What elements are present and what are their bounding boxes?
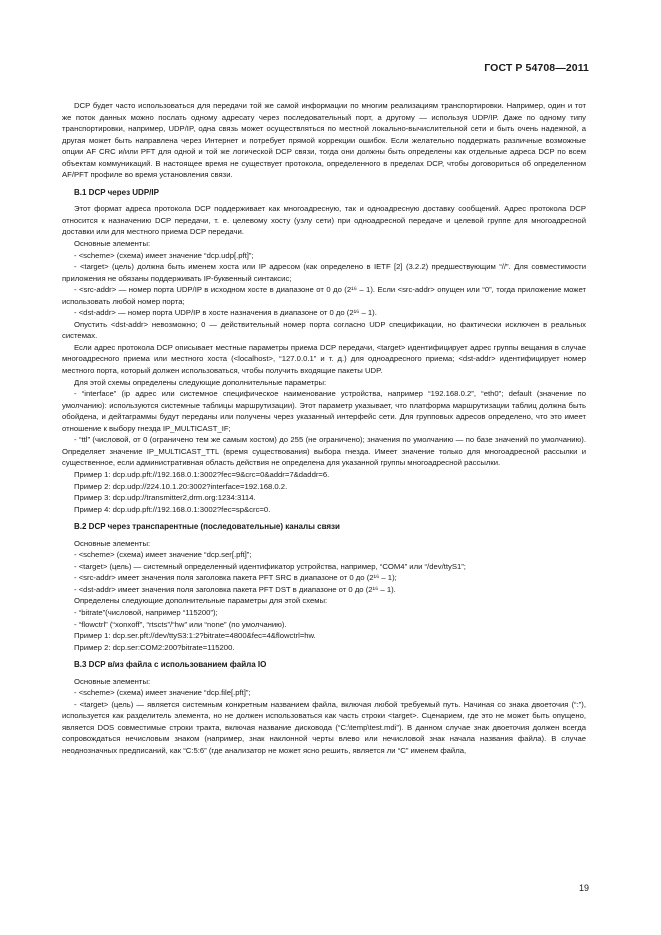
list-item: - <src-addr> имеет значения поля заголовка пакета PFT SRC в диапазоне от 0 до (2¹⁶ – 1); (74, 573, 397, 583)
list-item: - <scheme> (схема) имеет значение “dcp.ser[.pft]”; (74, 550, 252, 560)
list-item: - “interface” (ip адрес или системное специфическое наименование устройства, например “192.168.0.2”, “eth0”; default (значение по умолчанию): используются системные таблицы маршрутизации). Этот параметр указывает, что платформа маршрутизации таблиц должна быть обойдена, и дейтаграммы будут переданы или получены через указанный интерфейс сети. Для групповых адресов определено, что это имеет отношение к выбору гнезда IP_MULTICAST_IF; (62, 389, 586, 433)
list-item: - <src-addr> — номер порта UDP/IP в исходном хосте в диапазоне от 0 до (2¹⁶ – 1). Если <src-addr> опущен или “0”, тогда приложение может использовать любой номер порта; (62, 285, 586, 306)
list-item: - <scheme> (схема) имеет значение “dcp.udp[.pft]”; (74, 250, 254, 260)
example-line: Пример 1: dcp.udp.pft://192.168.0.1:3002?fec=9&crc=0&addr=7&daddr=6. (74, 469, 330, 479)
paragraph: Основные элементы: (74, 676, 151, 686)
list-item: - <dst-addr> имеет значения поля заголовка пакета PFT DST в диапазоне от 0 до (2¹⁶ – 1). (74, 584, 396, 594)
section-b1 (62, 203, 586, 515)
document-code: ГОСТ Р 54708—2011 (484, 62, 589, 74)
example-line: Пример 3: dcp.udp://transmitter2,drm.org:1234:3114. (74, 493, 256, 503)
paragraph: Если адрес протокола DCP описывает местные параметры приема DCP передачи, <target> идентифицирует адрес группы вещания в случае многоадресного приема или местного хоста (<localhost>, “127.0.0.1” и т. д.) для одноадресного приема; <dst-addr> идентифицирует номер местного порта, который должен использоваться, чтобы получить входящие пакеты UDP. (62, 342, 586, 376)
example-line: Пример 4: dcp.udp.pft://192.168.0.1:3002?fec=sp&crc=0. (74, 504, 271, 514)
page-number: 19 (578, 883, 589, 893)
example-line: Пример 2: dcp.udp://224.10.1.20:3002?interface=192.168.0.2. (74, 481, 288, 491)
intro-paragraph: DCP будет часто использоваться для передачи той же самой информации по многим реализациям транспортировки. Например, один и тот же поток данных можно послать одному адресату через последовательный порт, а другому — используя UDP/IP. Даже по одному типу транспортировки, например, UDP/IP, одна связь может осуществляться по местной локально-вычислительной сети и быть очень надежной, а другая может быть направлена через Интернет и потребует прямой коррекции ошибок. Если желательно поддержать различные возможные опции AF CRC и/или PFT для одной и той же логической DCP связи, тогда они должны быть определены как отдельные адреса DCP по всем объектам коммуникаций. В настоящее время не существует протокола, определенного в пределах DCP, чтобы договориться об определенном AF/PFT профиле во время установления связи. (62, 101, 586, 180)
list-item: - <target> (цель) должна быть именем хоста или IP адресом (как определено в IETF [2] (3.2.2) предшествующим “//”. Для совместимости приложения не обязаны поддерживать IP-буквенный синтаксис; (62, 262, 586, 283)
list-item: - <target> (цель) — системный определенный идентификатор устройства, например, “COM4” или “/dev/ttyS1”; (74, 561, 466, 571)
paragraph: Определены следующие дополнительные параметры для этой схемы: (74, 596, 328, 606)
section-b2 (62, 538, 586, 653)
list-item: - “ttl” (числовой, от 0 (ограничено тем же самым хостом) до 255 (не ограничено); значения по умолчанию — по базе значений по умолчанию). Определяет значение IP_MULTICAST_TTL (время существования) выбора гнезда. Имеет значение только для многоадресной рассылки и существенное, если административная область действия не определена для указанной группы многоадресной рассылки. (62, 435, 586, 468)
list-item: - <dst-addr> — номер порта UDP/IP в хосте назначения в диапазоне от 0 до (2¹⁶ – 1). (74, 308, 377, 318)
section-b3 (62, 676, 586, 757)
list-item: - “bitrate”(числовой, например “115200”); (74, 607, 218, 617)
section-heading-b2: B.2 DCP через транспарентные (последовательные) каналы связи (74, 522, 340, 532)
section-heading-b3: B.3 DCP в/из файла с использованием файла IO (74, 660, 267, 670)
paragraph: Для этой схемы определены следующие дополнительные параметры: (74, 377, 327, 387)
list-item: - “flowctrl” (“xonxoff”, “rtscts”/“hw” или “none” (по умолчанию). (74, 619, 287, 629)
paragraph: Опустить <dst-addr> невозможно; 0 — действительный номер порта согласно UDP спецификации, но фактически исключен в реальных системах. (62, 319, 586, 341)
list-item: - <scheme> (схема) имеет значение “dcp.file[.pft]”; (74, 688, 251, 698)
example-line: Пример 2: dcp.ser:COM2:200?bitrate=115200. (74, 642, 235, 652)
paragraph: Этот формат адреса протокола DCP поддерживает как многоадресную, так и одноадресную доставку сообщений. Адрес протокола DCP относится к назначению DCP передачи, т. е. целевому хосту (узлу сети) при одноадресной передаче и целевой группе для многоадресной доставки или для местного приема DCP передачи. (62, 204, 586, 237)
section-heading-b1: B.1 DCP через UDP/IP (74, 187, 159, 197)
page-body (62, 100, 586, 757)
paragraph: Основные элементы: (74, 239, 151, 249)
paragraph: Основные элементы: (74, 538, 151, 548)
list-item: - <target> (цель) — является системным конкретным названием файла, включая любой требуемый путь. Начиная со знака двоеточия (“:”), используется как разделитель элемента, но не должен использоваться как часть строки <target>. Сценарием, где это не может быть опущено, является DOS совместимые строки тракта, включая название дисковода (“C:\temp\test.mdi”). В данном случае знак двоеточия должен всегда сопровождаться нечисловым знаком (например, знак наклонной черты влево или нечисловой знак начала названия файла). В случае неоднозначных предписаний, как “C:5:6” (где анализатор не может ясно решить, является ли “C” именем файла, (62, 699, 586, 755)
example-line: Пример 1: dcp.ser.pft://dev/ttyS3:1:2?bitrate=4800&fec=4&flowctrl=hw. (74, 631, 316, 641)
